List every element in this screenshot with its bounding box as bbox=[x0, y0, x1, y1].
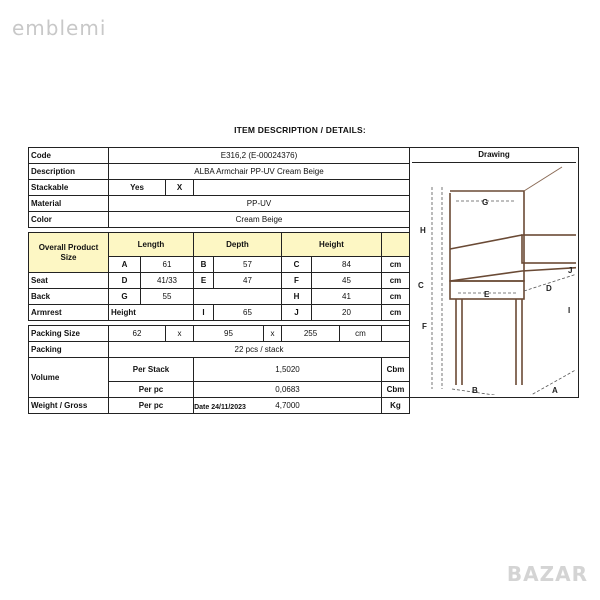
material-label: Material bbox=[29, 196, 109, 212]
seat-f-value: 45 bbox=[312, 273, 382, 289]
packing-size-x2: x bbox=[264, 326, 282, 342]
weight-unit: Kg bbox=[382, 398, 410, 414]
dim-b-value: 57 bbox=[214, 257, 282, 273]
label-e: E bbox=[484, 290, 490, 299]
packing-value: 22 pcs / stack bbox=[109, 342, 410, 358]
label-j: J bbox=[568, 266, 573, 275]
armrest-unit: cm bbox=[382, 305, 410, 321]
seat-e-value: 47 bbox=[214, 273, 282, 289]
dim-a-value: 61 bbox=[141, 257, 194, 273]
spec-table bbox=[28, 147, 579, 414]
stackable-yes: Yes bbox=[109, 180, 166, 196]
weight-per-pc-label: Per pc bbox=[109, 398, 194, 414]
volume-per-pc-label: Per pc bbox=[109, 382, 194, 398]
drawing-panel bbox=[410, 148, 579, 398]
armrest-height: Height bbox=[109, 305, 194, 321]
height-header: Height bbox=[282, 233, 382, 257]
seat-d-letter: D bbox=[109, 273, 141, 289]
label-c: C bbox=[418, 281, 424, 290]
armrest-i-letter: I bbox=[194, 305, 214, 321]
label-g: G bbox=[482, 198, 489, 207]
description-label: Description bbox=[29, 164, 109, 180]
volume-label: Volume bbox=[29, 358, 109, 398]
label-a: A bbox=[552, 386, 558, 395]
brand-mark: BAZAR bbox=[506, 562, 588, 586]
volume-per-stack-unit: Cbm bbox=[382, 358, 410, 382]
seat-label: Seat bbox=[29, 273, 109, 289]
back-edge bbox=[524, 167, 562, 191]
description-value: ALBA Armchair PP-UV Cream Beige bbox=[109, 164, 410, 180]
back-unit: cm bbox=[382, 289, 410, 305]
armrest-j-letter: J bbox=[282, 305, 312, 321]
seat-edge bbox=[450, 267, 576, 281]
packing-size-1: 62 bbox=[109, 326, 166, 342]
packing-size-x1: x bbox=[166, 326, 194, 342]
length-header: Length bbox=[109, 233, 194, 257]
stackable-x: X bbox=[166, 180, 194, 196]
depth-header: Depth bbox=[194, 233, 282, 257]
volume-per-pc-value: 0,0683 bbox=[194, 382, 382, 398]
header-unit-empty bbox=[382, 233, 410, 257]
packing-size-empty bbox=[382, 326, 410, 342]
stackable-label: Stackable bbox=[29, 180, 109, 196]
date-text: Date 24/11/2023 bbox=[194, 404, 246, 411]
material-value: PP-UV bbox=[109, 196, 410, 212]
seat-f-letter: F bbox=[282, 273, 312, 289]
volume-per-stack-label: Per Stack bbox=[109, 358, 194, 382]
dim-b bbox=[452, 389, 522, 395]
back-empty bbox=[194, 289, 282, 305]
label-d: D bbox=[546, 284, 552, 293]
packing-size-unit: cm bbox=[340, 326, 382, 342]
back-g-value: 55 bbox=[141, 289, 194, 305]
page-title: ITEM DESCRIPTION / DETAILS: bbox=[234, 125, 366, 135]
seat-e-letter: E bbox=[194, 273, 214, 289]
color-value: Cream Beige bbox=[109, 212, 410, 228]
dim-b-letter: B bbox=[194, 257, 214, 273]
weight-value: 4,7000 bbox=[194, 398, 382, 414]
volume-per-pc-unit: Cbm bbox=[382, 382, 410, 398]
dim-c-letter: C bbox=[282, 257, 312, 273]
stackable-empty bbox=[194, 180, 410, 196]
packing-size-label: Packing Size bbox=[29, 326, 109, 342]
dim-unit: cm bbox=[382, 257, 410, 273]
drawing-header: Drawing bbox=[412, 148, 576, 163]
label-h: H bbox=[420, 226, 426, 235]
overall-size-label: Overall Product Size bbox=[29, 233, 109, 273]
label-f: F bbox=[422, 322, 427, 331]
chair-drawing bbox=[412, 163, 576, 395]
seat-unit: cm bbox=[382, 273, 410, 289]
packing-size-3: 255 bbox=[282, 326, 340, 342]
armrest-i-value: 65 bbox=[214, 305, 282, 321]
back-h-letter: H bbox=[282, 289, 312, 305]
packing-size-2: 95 bbox=[194, 326, 264, 342]
label-i: I bbox=[568, 306, 571, 315]
label-b: B bbox=[472, 386, 478, 395]
color-label: Color bbox=[29, 212, 109, 228]
left-armrest-line bbox=[450, 235, 522, 249]
armrest-j-value: 20 bbox=[312, 305, 382, 321]
volume-per-stack-value: 1,5020 bbox=[194, 358, 382, 382]
code-label: Code bbox=[29, 148, 109, 164]
armrest-label: Armrest bbox=[29, 305, 109, 321]
back-label: Back bbox=[29, 289, 109, 305]
dim-c-value: 84 bbox=[312, 257, 382, 273]
seat-d-value: 41/33 bbox=[141, 273, 194, 289]
back-g-letter: G bbox=[109, 289, 141, 305]
code-value: E316,2 (E-00024376) bbox=[109, 148, 410, 164]
watermark-text: emblemi bbox=[12, 16, 107, 40]
dim-a-letter: A bbox=[109, 257, 141, 273]
packing-label: Packing bbox=[29, 342, 109, 358]
right-armrest bbox=[522, 235, 576, 263]
weight-label: Weight / Gross bbox=[29, 398, 109, 414]
back-h-value: 41 bbox=[312, 289, 382, 305]
dim-a bbox=[524, 363, 576, 395]
